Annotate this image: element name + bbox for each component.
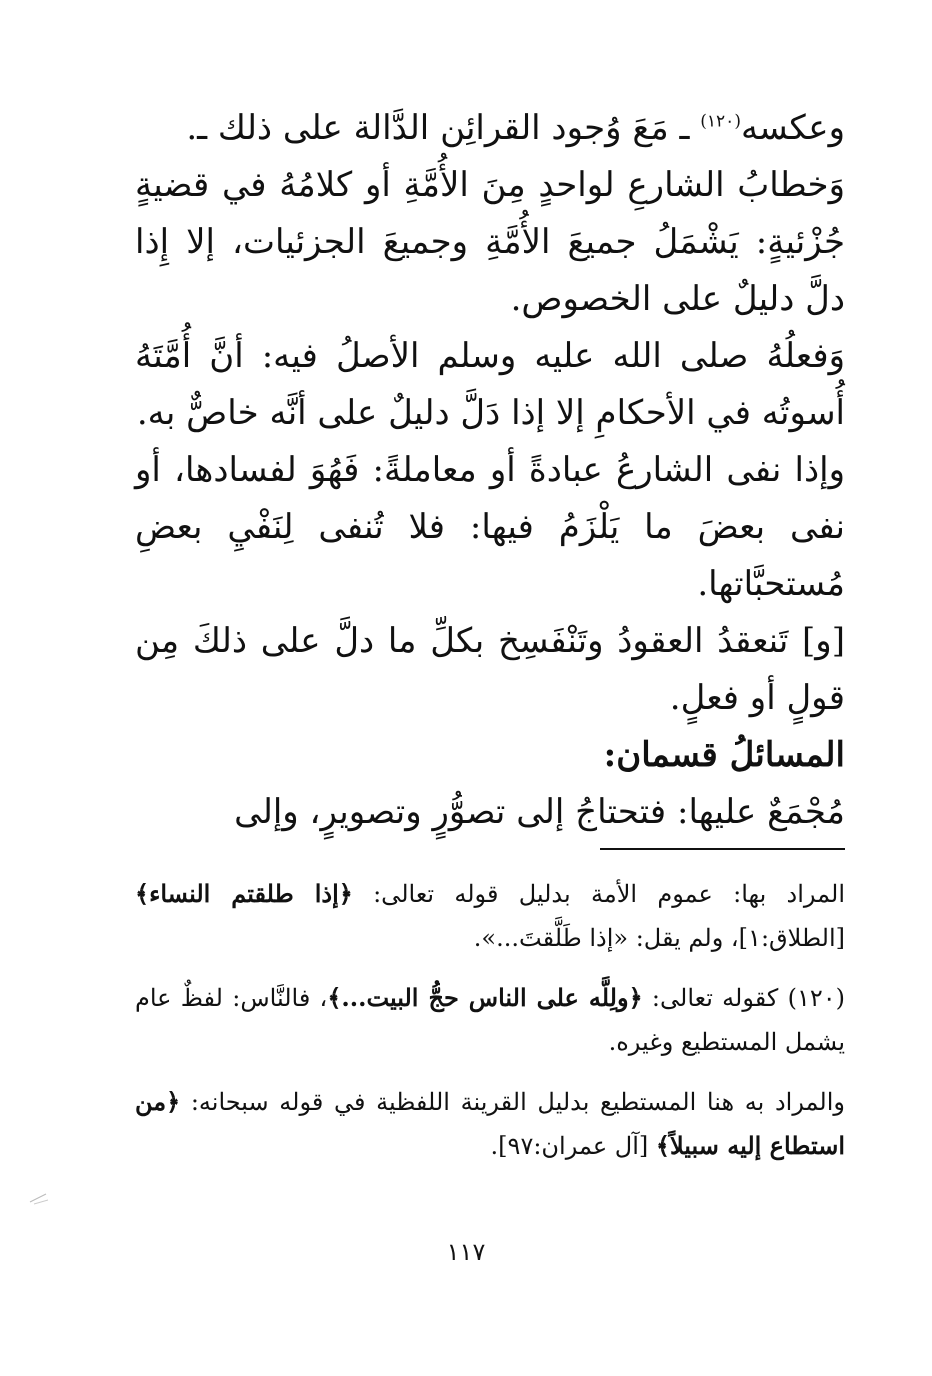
footnote-3-quran-quote: ﴿من استطاع إليه سبيلاً﴾ [135, 1087, 845, 1160]
main-paragraph-6: مُجْمَعٌ عليها: فتحتاجُ إلى تصوُّرٍ وتصويرٍ، وإلى [234, 792, 845, 832]
section-heading: المسائلُ قسمان: [603, 735, 845, 775]
footnote-1 [135, 872, 845, 960]
footnote-2-number: (١٢٠) [787, 984, 845, 1012]
footnote-3-text: والمراد به هنا المستطيع بدليل القرينة اللفظية في قوله سبحانه: [180, 1088, 845, 1116]
page-number: ١١٧ [446, 1238, 486, 1266]
footnote-1-citation: [الطلاق:١]، ولم يقل: «إذا طَلَّقتَ...». [473, 924, 845, 952]
main-paragraph-4: وإذا نفى الشارعُ عبادةً أو معاملةً: فَهُوَ لفسادها، أو نفى بعضَ ما يَلْزَمُ فيها: فلا تُنفى لِنَفْيِ بعضِ مُستحبَّاتها. [135, 450, 845, 604]
footnote-reference-120: (١٢٠) [700, 111, 741, 132]
main-paragraph-5: [و] تَنعقدُ العقودُ وتَنْفَسِخ بكلِّ ما دلَّ على ذلكَ مِن قولٍ أو فعلٍ. [135, 621, 845, 718]
main-paragraph-1 [135, 100, 845, 157]
footnotes-block [135, 872, 845, 1184]
footnote-2-rest: ، فالنَّاس: لفظٌ عام يشمل المستطيع وغيره. [135, 984, 845, 1056]
main-line-1-start: وعكسه [740, 108, 845, 148]
main-line-1-end: ـ مَعَ وُجود القرائِن الدَّالة على ذلك ـ. [186, 108, 701, 148]
footnote-1-quran-quote: ﴿إذا طلقتم النساء﴾ [135, 879, 353, 908]
main-text-block [135, 100, 845, 841]
scan-speck-mark [28, 1188, 50, 1206]
footnote-3 [135, 1080, 845, 1168]
footnote-3-citation: [آل عمران:٩٧]. [490, 1132, 656, 1160]
footnote-1-text: المراد بها: عموم الأمة بدليل قوله تعالى: [352, 880, 845, 908]
main-paragraph-2: وَخطابُ الشارعِ لواحدٍ مِنَ الأُمَّةِ أو كلامُهُ في قضيةٍ جُزْئيةٍ: يَشْمَلُ جميعَ الأُمَّةِ وجميعَ الجزئيات، إلا إِذا دلَّ دليلٌ على الخصوص. [135, 165, 845, 319]
footnote-separator-rule [600, 848, 845, 850]
footnote-2-text: كقوله تعالى: [642, 984, 788, 1012]
main-paragraph-3: وَفعلُهُ صلى الله عليه وسلم الأصلُ فيه: أنَّ أُمَّتَهُ أُسوتُه في الأحكامِ إلا إذا دَلَّ دليلٌ على أنَّه خاصٌّ به. [135, 336, 845, 433]
footnote-2-quran-quote: ﴿ولِلَّه على الناس حجُّ البيت...﴾ [327, 983, 643, 1012]
footnote-2 [135, 976, 845, 1064]
